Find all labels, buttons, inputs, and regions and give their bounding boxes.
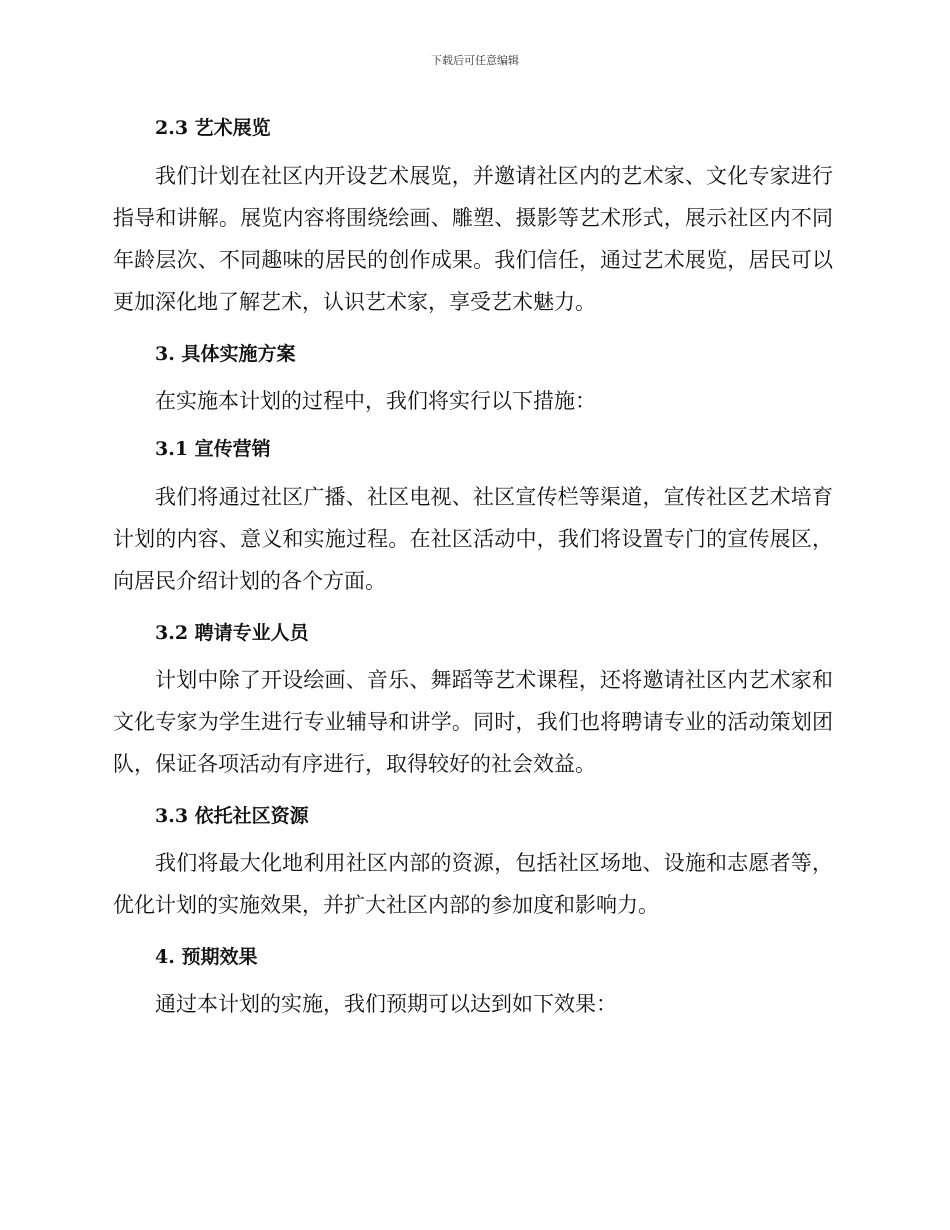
section-heading-3-2: 3.2 聘请专业人员: [155, 622, 309, 644]
document-body: [113, 108, 833, 1025]
section-paragraph-3-1: 我们将通过社区广播、社区电视、社区宣传栏等渠道，宣传社区艺术培育计划的内容、意义和实施过程。在社区活动中，我们将设置专门的宣传展区，向居民介绍计划的各个方面。: [113, 485, 833, 593]
section-heading-3: 3. 具体实施方案: [155, 343, 296, 365]
section-paragraph-4: 通过本计划的实施，我们预期可以达到如下效果：: [155, 992, 617, 1016]
section-paragraph-3-3: 我们将最大化地利用社区内部的资源，包括社区场地、设施和志愿者等，优化计划的实施效果，并扩大社区内部的参加度和影响力。: [113, 851, 833, 917]
section-heading-3-3: 3.3 依托社区资源: [155, 805, 309, 827]
section-heading-3-1: 3.1 宣传营销: [155, 438, 271, 460]
section-heading-4: 4. 预期效果: [155, 946, 258, 968]
section-paragraph-3-2: 计划中除了开设绘画、音乐、舞蹈等艺术课程，还将邀请社区内艺术家和文化专家为学生进行专业辅导和讲学。同时，我们也将聘请专业的活动策划团队，保证各项活动有序进行，取得较好的社会效益。: [113, 668, 833, 776]
section-heading-2-3: 2.3 艺术展览: [155, 117, 271, 139]
page-header: 下载后可任意编辑: [431, 54, 519, 67]
section-paragraph-2-3: 我们计划在社区内开设艺术展览，并邀请社区内的艺术家、文化专家进行指导和讲解。展览内容将围绕绘画、雕塑、摄影等艺术形式，展示社区内不同年龄层次、不同趣味的居民的创作成果。我们信任，通过艺术展览，居民可以更加深化地了解艺术，认识艺术家，享受艺术魅力。: [113, 164, 833, 314]
section-paragraph-3: 在实施本计划的过程中，我们将实行以下措施：: [155, 389, 596, 413]
